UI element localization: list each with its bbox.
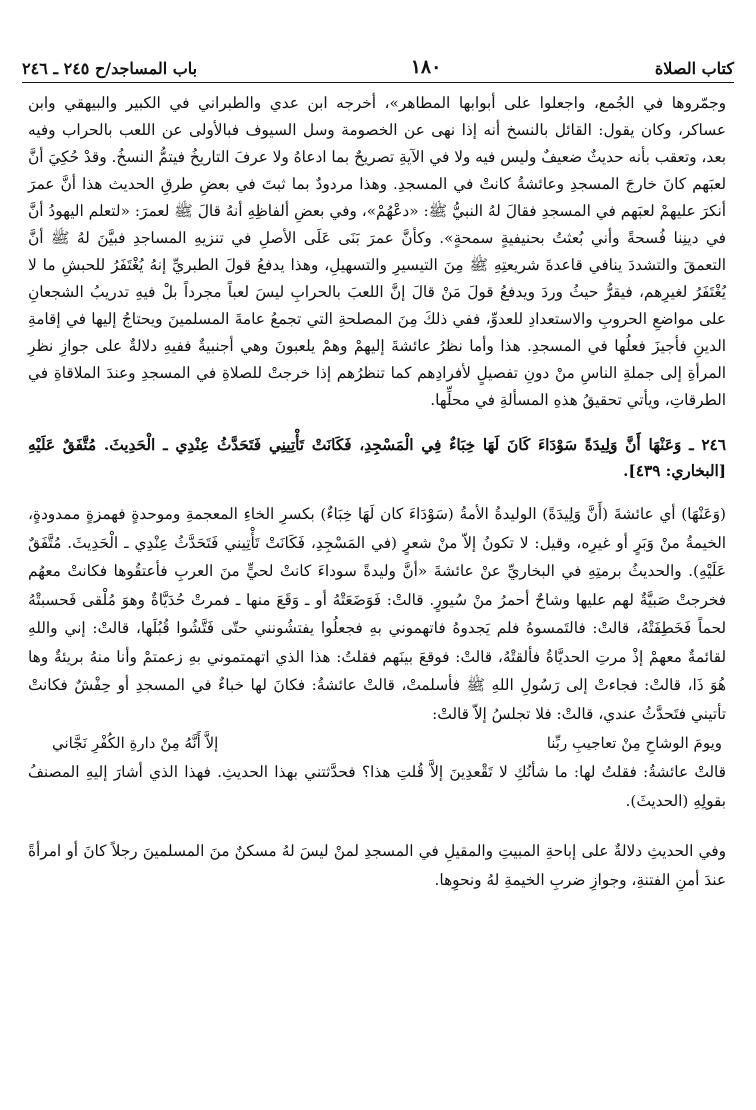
poetry-verse	[28, 728, 726, 758]
hadith-number: ٢٤٦	[701, 436, 726, 454]
commentary-paragraph-3: قالتْ عائشةُ: فقلتُ لها: ما شأنُكِ لا تَقْعدِينَ إلاَّ قُلتِ هذا؟ فحدَّثتني بهذا الحديثِ. فهذا الذي أشارَ إليهِ المصنفُ بقولِهِ (الحديثَ).	[28, 763, 726, 810]
page-body	[28, 90, 726, 894]
hadith-text	[28, 432, 726, 484]
book-title: كتاب الصلاة	[654, 59, 734, 78]
commentary-paragraph-1: وجمّروها في الجُمع، واجعلوا على أبوابها المطاهر»، أخرجه ابن عدي والطبراني في الكبير والبيهقي وابن عساكر، وكان يقول: القائل بالنسخ أنه إذا نهى عن الخصومة وسل السيوف فبالأولى عن اللعب بالحراب وفيه بعد، وتعقب بأنه حديثٌ ضعيفٌ وليس فيه ولا في الآيةِ تصريحٌ بما ادعاهُ ولا عرفَ التاريخُ فيتمُّ النسخُ. وقدْ حُكِيَ أنَّ لعبَهم كانَ خارجَ المسجدِ وعائشةُ كانتْ في المسجدِ. وهذا مردودٌ بما ثبتَ في بعضِ طرقِ الحديث هذا أنَّ عمرَ أنكرَ عليهمْ لعبَهم في المسجدِ فقالَ لهُ النبيُّ ﷺ: «دعْهُمْ»، وفي بعضِ ألفاظِهِ أنهُ قالَ ﷺ لعمرَ: «لتعلم اليهودُ أنَّ في دينِنا فُسحةً وأني بُعثتُ بحنيفيةٍ سمحةٍ». وكأنَّ عمرَ بَنَى عَلَى الأصلِ في تنزيهِ المساجدِ فبيَّنَ لهُ ﷺ أنَّ التعمقَ والتشددَ ينافي قاعدةَ شريعتِهِ ﷺ مِنَ التيسيرِ والتسهيلِ، وهذا يدفعُ قولَ الطبريِّ إنهُ يُغْتَفَرُ للحبشِ ما لا يُغْتَفَرُ لغيرِهم، فيقرُّ حيثُ وردَ ويدفعُ قولَ مَنْ قالَ إنَّ اللعبَ بالحرابِ ليسَ لعباً مجرداً بلْ فيهِ تدريبُ الشجعانِ على مواضعِ الحروبِ والاستعدادِ للعدوِّ، ففي ذلكَ مِنَ المصلحةِ التي تجمعُ عامةَ المسلمينَ ويحتاجُ إليها في إقامةِ الدينِ فأجيزَ فعلُها في المسجدِ. هذا وأما نظرُ عائشةَ إليهمْ وهمْ يلعبونَ وهي أجنبيةٌ ففيهِ دلالةٌ على جوازِ نظرِ المرأةِ إلى جملةِ الناسِ منْ دونِ تفصيلٍ لأفرادِهم كما تنظرُهم إذا خرجتْ للصلاةِ في المسجدِ وعندَ الملاقاةِ في الطرقاتِ، ويأتي تحقيقُ هذهِ المسألةِ في محلِّها.	[28, 94, 726, 409]
hadith-body: ـ وَعَنْهَا أَنَّ وَلِيدَةً سَوْدَاءَ كَانَ لَهَا خِبَاءٌ فِي الْمَسْجِدِ، فَكَانَتْ تَأْتِينِي فَتَحَدَّثُ عِنْدِي ـ الْحَدِيثَ. مُتَّفَقٌ عَلَيْهِ [البخاري: ٤٣٩].	[28, 436, 726, 480]
verse-second-hemistich: إلاَّ أَنَّهُ مِنْ دارةِ الكُفْرِ نَجَّاني	[52, 734, 219, 752]
page-number: ١٨٠	[410, 56, 442, 78]
chapter-title: باب المساجد/ح ٢٤٥ ـ ٢٤٦	[22, 59, 198, 78]
paragraph-gap	[28, 815, 726, 837]
commentary-paragraph-2: (وَعَنْهَا) أي عائشةَ (أَنَّ وَلِيدَةً) الوليدةُ الأمةُ (سَوْدَاءَ كان لَهَا خِبَاءٌ) بكسرِ الخاءِ المعجمةِ وموحدةٍ فهمزةٍ ممدودةٍ، الخيمةُ منْ وَبَرٍ أو غيرِه، وقيل: لا تكونُ إلاّ منْ شعرٍ (في المَسْجِدِ، فَكَانَتْ تَأْتِيني فَتَحَدَّثُ عِنْدِي ـ الْحَدِيثَ. مُتَّفَقٌ عَلَيْهِ). والحديثُ برمتِهِ في البخاريِّ عنْ عائشةَ «أنَّ وليدةً سوداءَ كانتْ لحيٍّ منَ العربِ فأعتقُوها فكانتْ معهُم فخرجتْ صَبيَّةٌ لهم عليها وشاحٌ أحمرُ منْ سُيورٍ. قالتْ: فَوَضَعَتْهُ أو ـ وَقَعَ منها ـ فمرتْ حُدَيَّاةٌ وهوَ مُلْقى فَحسبتْهُ لحماً فَخَطِفَتْهُ، قالتْ: فالتَمسوهُ فلم يَجدوهُ فاتهموني بهِ فجعلُوا يفتشُونني حتّى فَتَّشُوا قُبُلَها، قالتْ: إني واللهِ لقائمةٌ معهمْ إذْ مرتِ الحديَّاةُ فألقتْهُ، قالتْ: فوقعَ بينَهم فقلتُ: هذا الذي اتهمتموني بهِ زعمتمْ وأنا منهُ بريئةٌ وها هُوَ ذَا، قالتْ: فجاءتْ إلى رَسُولِ اللهِ ﷺ فأسلمتْ، قالتْ عائشةُ: فكانَ لها خباءٌ في المسجدِ أو حِفْشٌ فكانتْ تأتيني فتَحدَّثُ عندي، قالتْ: فلا تجلسُ إلاّ قالتْ:	[28, 505, 726, 723]
page-header	[22, 52, 734, 83]
commentary-paragraph-4: وفي الحديثِ دلالةٌ على إباحةِ المبيتِ والمقيلِ في المسجدِ لمنْ ليسَ لهُ مسكنٌ منَ المسلمينَ رجلاً كانَ أو امرأةً عندَ أمنِ الفتنةِ، وجوازِ ضربِ الخيمةِ لهُ ونحوِها.	[28, 842, 726, 889]
verse-first-hemistich: ويومَ الوشاحِ مِنْ تعاجيبِ ربِّنا	[546, 734, 722, 752]
